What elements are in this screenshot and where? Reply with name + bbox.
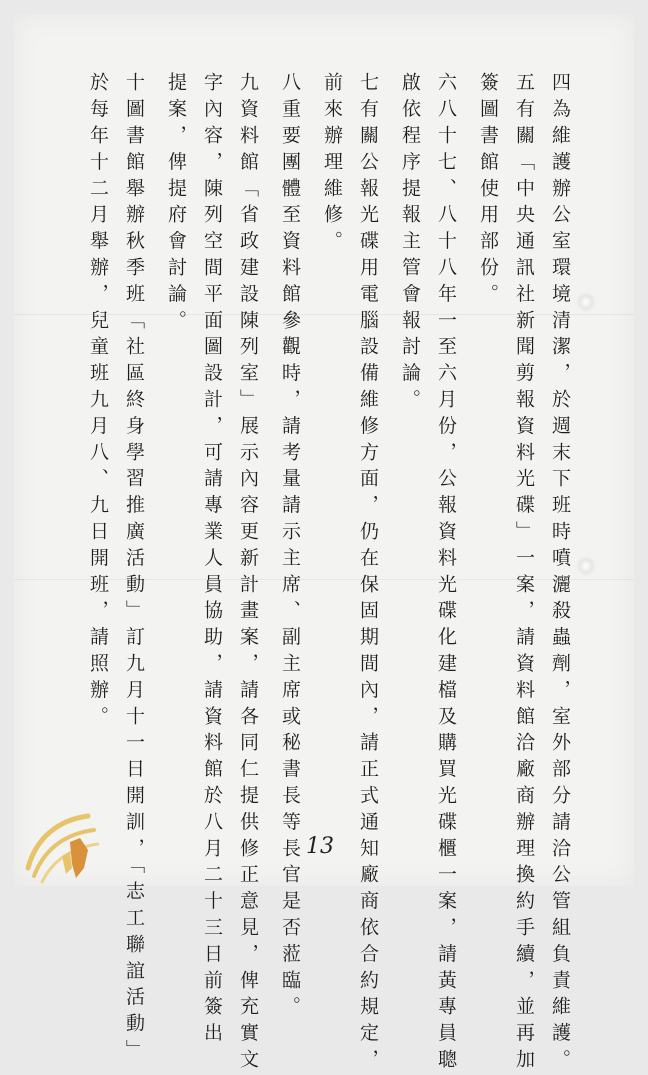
text-column: 簽圖書館使用部份。 [477, 72, 499, 310]
text-column: 十圖書館舉辦秋季班「社區終身學習推廣活動」訂九月十一日開訓，「志工聯誼活動」 [123, 72, 145, 1066]
text-column: 於每年十二月舉辦，兒童班九月八、九日開班，請照辦。 [87, 72, 109, 732]
document-page [14, 14, 634, 1075]
text-column: 四為維護辦公室環境清潔，於週末下班時噴灑殺蟲劑，室外部分請洽公管組負責維護。 [549, 72, 571, 1075]
archive-logo-icon [18, 798, 114, 888]
text-column: 八重要團體至資料館參觀時，請考量請示主席、副主席或秘書長等長官是否蒞臨。 [279, 72, 301, 1023]
page-number: 13 [306, 834, 334, 859]
text-column: 六八十七、八十八年一至六月份，公報資料光碟化建檔及購買光碟櫃一案，請黃專員聰 [435, 72, 457, 1075]
punch-hole [580, 560, 592, 572]
text-column: 五有關「中央通訊社新聞剪報資料光碟」一案，請資料館洽廠商辦理換約手續，並再加 [513, 72, 535, 1075]
text-column: 七有關公報光碟用電腦設備維修方面，仍在保固期間內，請正式通知廠商依合約規定， [357, 72, 379, 1075]
text-column: 前來辦理維修。 [321, 72, 343, 257]
text-column: 啟依程序提報主管會報討論。 [399, 72, 421, 416]
text-column: 字內容，陳列空間平面圖設計，可請專業人員協助，請資料館於八月二十三日前簽出 [201, 72, 223, 1049]
text-column: 提案，俾提府會討論。 [165, 72, 187, 336]
punch-hole [580, 296, 592, 308]
text-column: 九資料館「省政建設陳列室」展示內容更新計畫案，請各同仁提供修正意見，俾充實文 [237, 72, 259, 1075]
